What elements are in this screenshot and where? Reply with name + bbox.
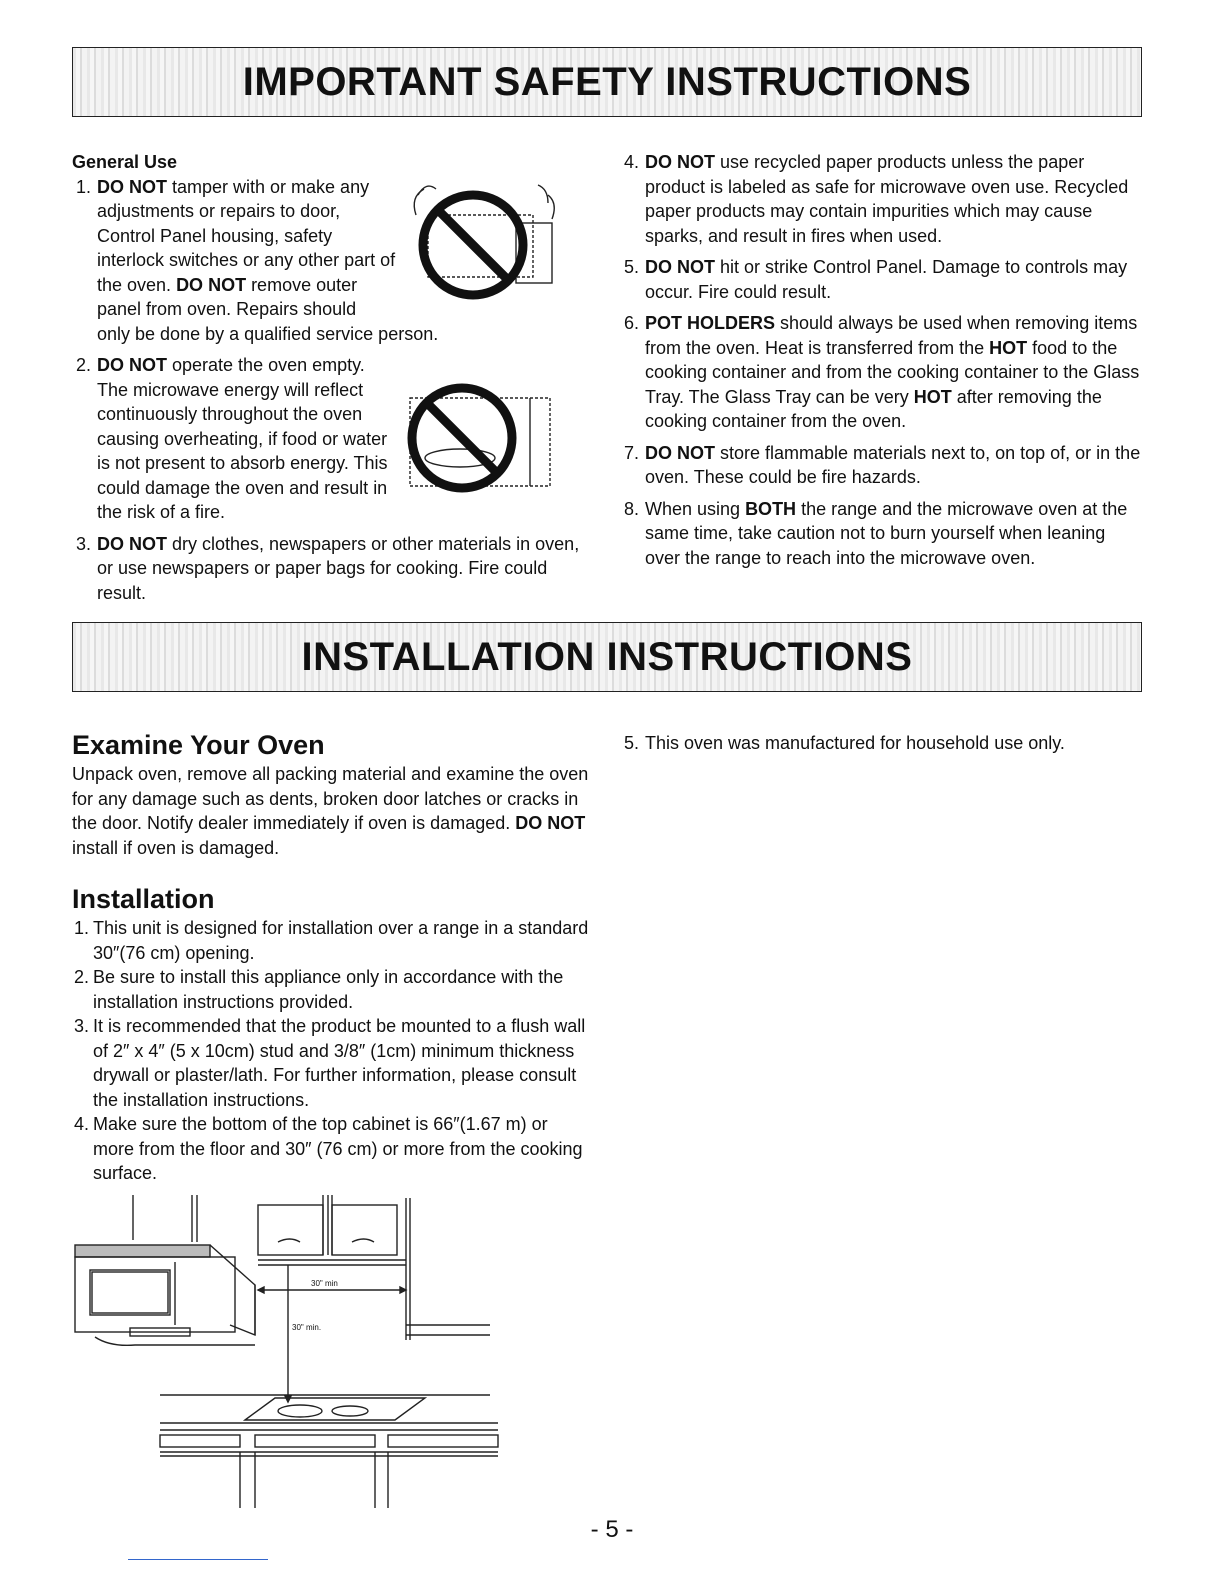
- installation-banner: [72, 622, 1142, 692]
- installation-right: [620, 731, 1140, 756]
- no-empty-operation-illustration: [400, 380, 570, 495]
- list-item: 3. DO NOT dry clothes, newspapers or other materials in oven, or use newspapers or paper bags for cooking. Fire could result.: [76, 533, 580, 603]
- examine-text: Unpack oven, remove all packing material and examine the oven for any damage such as dents, broken door latches or cracks in the door. Notify dealer immediately if oven is damaged. DO NOT install if oven is damaged.: [72, 764, 589, 858]
- general-use-right: [620, 150, 1145, 570]
- list-item: 1. This unit is designed for installation over a range in a standard 30″(76 cm) opening.: [74, 918, 589, 963]
- page-number: - 5 -: [590, 1516, 634, 1543]
- list-item: 2. DO NOT operate the oven empty. The microwave energy will reflect continuously throughout the oven causing overheating, if food or water is not present to absorb energy. This could damage the oven and result in the risk of a fire.: [76, 355, 388, 522]
- safety-title: IMPORTANT SAFETY INSTRUCTIONS: [242, 59, 972, 104]
- no-tamper-illustration: [388, 175, 578, 305]
- installation-diagram: [70, 1190, 510, 1510]
- list-item: 2. Be sure to install this appliance only in accordance with the installation instructions provided.: [74, 967, 564, 1012]
- list-item: 4. Make sure the bottom of the top cabinet is 66″(1.67 m) or more from the floor and 30″ (76 cm) or more from the cooking surface.: [74, 1114, 583, 1183]
- list-item: 5. DO NOT hit or strike Control Panel. Damage to controls may occur. Fire could result.: [624, 257, 1128, 302]
- list-item: 5. This oven was manufactured for household use only.: [624, 733, 1065, 753]
- section-heading: General Use: [72, 152, 178, 172]
- height-label: 30" min.: [292, 1323, 322, 1332]
- list-item: 3. It is recommended that the product be mounted to a flush wall of 2″ x 4″ (5 x 10cm) stud and 3/8″ (1cm) minimum thickness drywall or plaster/lath. For further information, please consult the installation instructions.: [74, 1016, 586, 1110]
- installation-title: INSTALLATION INSTRUCTIONS: [301, 634, 913, 679]
- list-item: 7. DO NOT store flammable materials next to, on top of, or in the oven. These could be fire hazards.: [624, 442, 1141, 487]
- list-item: 1. DO NOT tamper with or make any adjustments or repairs to door, Control Panel housing, safety interlock switches or any other part of the oven. DO NOT remove outer panel from oven. Repairs should only be done by a qualified service person.: [76, 176, 439, 344]
- list-item: 6. POT HOLDERS should always be used when removing items from the oven. Heat is transferred from the HOT food to the cooking container and from the cooking container to the Glass Tray. The Glass Tray can be very HOT after removing the cooking container from the oven.: [624, 313, 1140, 431]
- width-label: 30" min: [311, 1279, 338, 1288]
- installation-heading: Installation: [72, 884, 215, 914]
- installation-left: [72, 728, 592, 1186]
- list-item: 4. DO NOT use recycled paper products unless the paper product is labeled as safe for microwave oven use. Recycled paper products may contain impurities which may cause sparks, and result in fires when used.: [624, 152, 1129, 246]
- list-item: 8. When using BOTH the range and the microwave oven at the same time, take caution not to burn yourself when leaning over the range to reach into the microwave oven.: [624, 498, 1128, 568]
- footer-rule: [128, 1559, 268, 1560]
- safety-banner: [72, 47, 1142, 117]
- examine-heading: Examine Your Oven: [72, 730, 325, 760]
